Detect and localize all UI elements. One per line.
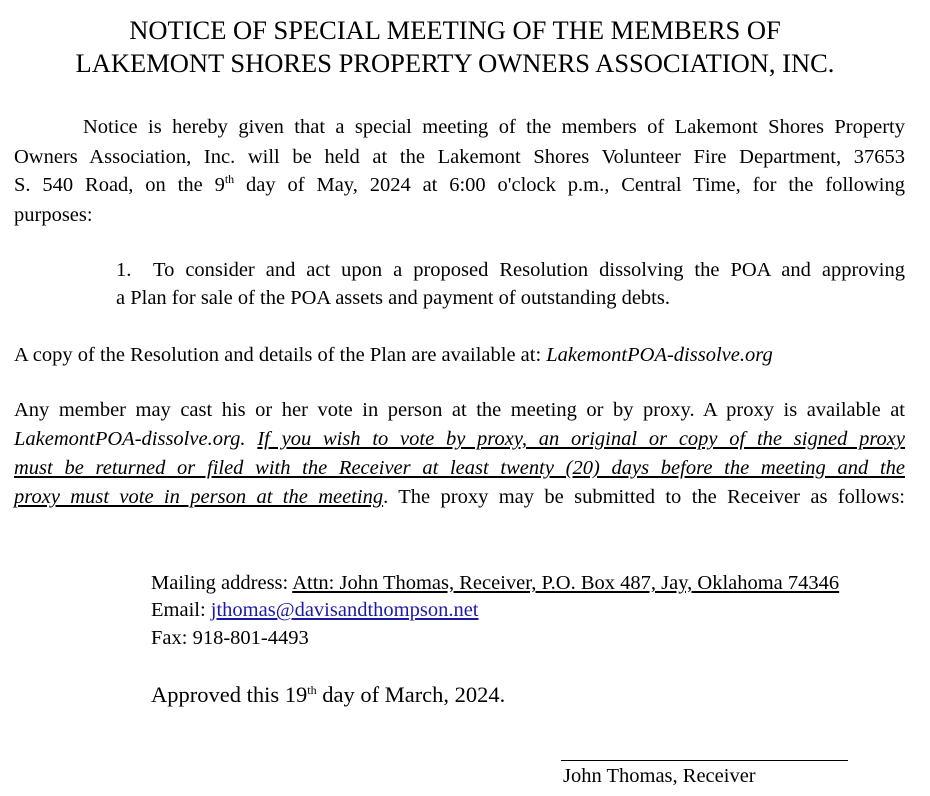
purpose-line-2: a Plan for sale of the POA assets and payment of outstanding debts.	[116, 287, 670, 309]
intro-line-3-end: day of May, 2024 at 6:00 o'clock p.m., Central Time, for the following	[234, 174, 905, 196]
approved-end: day of March, 2024.	[316, 682, 506, 707]
proxy-line-4	[14, 487, 905, 508]
intro-line-4: purposes:	[14, 204, 93, 226]
fax-line: Fax: 918-801-4493	[151, 627, 309, 649]
proxy-line-4-rest: . The proxy may be submitted to the Receiver as follows:	[383, 486, 905, 508]
intro-line-2: Owners Association, Inc. will be held at the Lakemont Shores Volunteer Fire Department, 37653	[14, 146, 905, 168]
copy-url: LakemontPOA-dissolve.org	[546, 344, 773, 366]
email-link[interactable]: jthomas@davisandthompson.net	[210, 599, 479, 621]
purpose-number: 1.	[116, 259, 132, 281]
mailing-address	[151, 573, 839, 594]
email-label: Email:	[151, 599, 211, 621]
proxy-line-1: Any member may cast his or her vote in person at the meeting or by proxy. A proxy is available at	[14, 399, 905, 421]
email-line	[151, 600, 478, 621]
approved-line	[151, 684, 505, 707]
approved-start: Approved this 19	[151, 682, 308, 707]
proxy-instruction-middle: must be returned or filed with the Receiver at least twenty (20) days before the meeting and the	[14, 457, 905, 479]
proxy-line-3	[14, 458, 905, 479]
copy-paragraph	[14, 345, 773, 366]
copy-text: A copy of the Resolution and details of the Plan are available at:	[14, 344, 547, 366]
proxy-instruction-end: proxy must vote in person at the meeting	[14, 486, 384, 508]
signature-line	[561, 760, 848, 761]
intro-line-1: Notice is hereby given that a special meeting of the members of Lakemont Shores Property	[83, 116, 905, 138]
title-line-1: NOTICE OF SPECIAL MEETING OF THE MEMBERS OF	[129, 15, 781, 45]
proxy-url: LakemontPOA-dissolve.org.	[14, 428, 246, 450]
purpose-line-1: To consider and act upon a proposed Resolution dissolving the POA and approving	[153, 259, 905, 281]
signature-name: John Thomas, Receiver	[563, 765, 756, 787]
proxy-instruction-start: If you wish to vote by proxy, an original or copy of the signed proxy	[257, 428, 905, 450]
approved-suffix: th	[307, 683, 317, 697]
mailing-value: Attn: John Thomas, Receiver, P.O. Box 487, Jay, Oklahoma 74346	[292, 572, 840, 594]
title-line-2: LAKEMONT SHORES PROPERTY OWNERS ASSOCIATION, INC.	[75, 48, 835, 78]
intro-line-3-start: S. 540 Road, on the 9	[14, 174, 225, 196]
intro-line-3	[14, 172, 905, 196]
proxy-line-2	[14, 429, 905, 450]
intro-line-3-suffix: th	[224, 172, 235, 186]
mailing-label: Mailing address:	[151, 572, 293, 594]
